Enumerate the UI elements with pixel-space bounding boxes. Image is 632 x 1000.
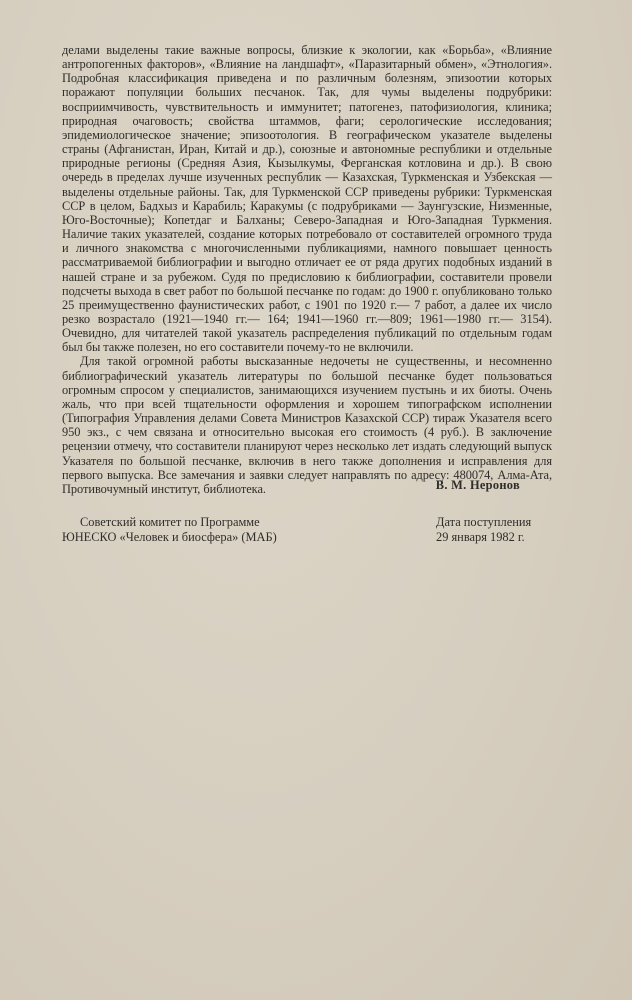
author-signature: В. М. Неронов — [435, 478, 520, 492]
review-body — [62, 43, 552, 496]
received-date — [436, 515, 531, 544]
paragraph-conclusion: Для такой огромной работы высказанные недочеты не существенны, и несомненно библиографический указатель литературы по большой песчанке будет пользоваться огромным спросом у специалистов, занимающихся изучением пустынь и их биоты. Очень жаль, что при всей тщательности оформления и хорошем типографском исполнении (Типография Управления делами Совета Министров Казахской ССР) тираж Указателя всего 950 экз., с чем связана и относительно высокая его стоимость (4 руб.). В заключение рецензии отмечу, что составители планируют через несколько лет издать следующий выпуск Указателя по большой песчанке, включив в него также дополнения и исправления для первого выпуска. Все замечания и заявки следует направлять по адресу: 480074, Алма-Ата, Противочумный институт, библиотека. — [62, 354, 552, 496]
received-label: Дата поступления — [436, 515, 532, 529]
author-organization — [62, 515, 277, 544]
paragraph-continuation: делами выделены такие важные вопросы, близкие к экологии, как «Борьба», «Влияние антропогенных факторов», «Влияние на ландшафт», «Паразитарный обмен», «Этнология». Подробная классификация приведена и по различным болезням, эпизоотии которых поражают популяции больших песчанок. Так, для чумы выделены подрубрики: восприимчивость, чувствительность и иммунитет; патогенез, патофизиология, клиника; природная очаговость; свойства штаммов, фаги; серологические исследования; эпидемиологическое значение; эпизоотология. В географическом указателе выделены страны (Афганистан, Иран, Китай и др.), союзные и автономные республики и отдельные природные регионы (Средняя Азия, Кызылкумы, Ферганская котловина и др.). В свою очередь в пределах лучше изученных республик — Казахская, Туркменская и Узбекская — выделены отдельные районы. Так, для Туркменской ССР приведены рубрики: Туркменская ССР в целом, Бадхыз и Карабиль; Каракумы (с подрубриками — Заунгузские, Низменные, Юго-Восточные); Копетдаг и Балханы; Северо-Западная и Юго-Западная Туркмения. Наличие таких указателей, создание которых потребовало от составителей огромного труда и личного знакомства с многочисленными публикациями, намного повышает ценность рассматриваемой библиографии и выгодно отличает ее от ряда других подобных изданий в нашей стране и за рубежом. Судя по предисловию к библиографии, составители провели подсчеты выхода в свет работ по большой песчанке по годам: до 1900 г. опубликовано только 25 преимущественно фаунистических работ, с 1901 по 1920 г.— 7 работ, а далее их число резко возрастало (1921—1940 гг.— 164; 1941—1960 гг.—809; 1961—1980 гг.— 3154). Очевидно, для читателей такой указатель распределения публикаций по отдельным годам был бы также полезен, но его составители почему-то не включили. — [62, 43, 552, 355]
organization-line-1: Советский комитет по Программе — [80, 515, 260, 529]
organization-line-2: ЮНЕСКО «Человек и биосфера» (МАБ) — [62, 529, 277, 544]
received-value: 29 января 1982 г. — [436, 529, 525, 544]
